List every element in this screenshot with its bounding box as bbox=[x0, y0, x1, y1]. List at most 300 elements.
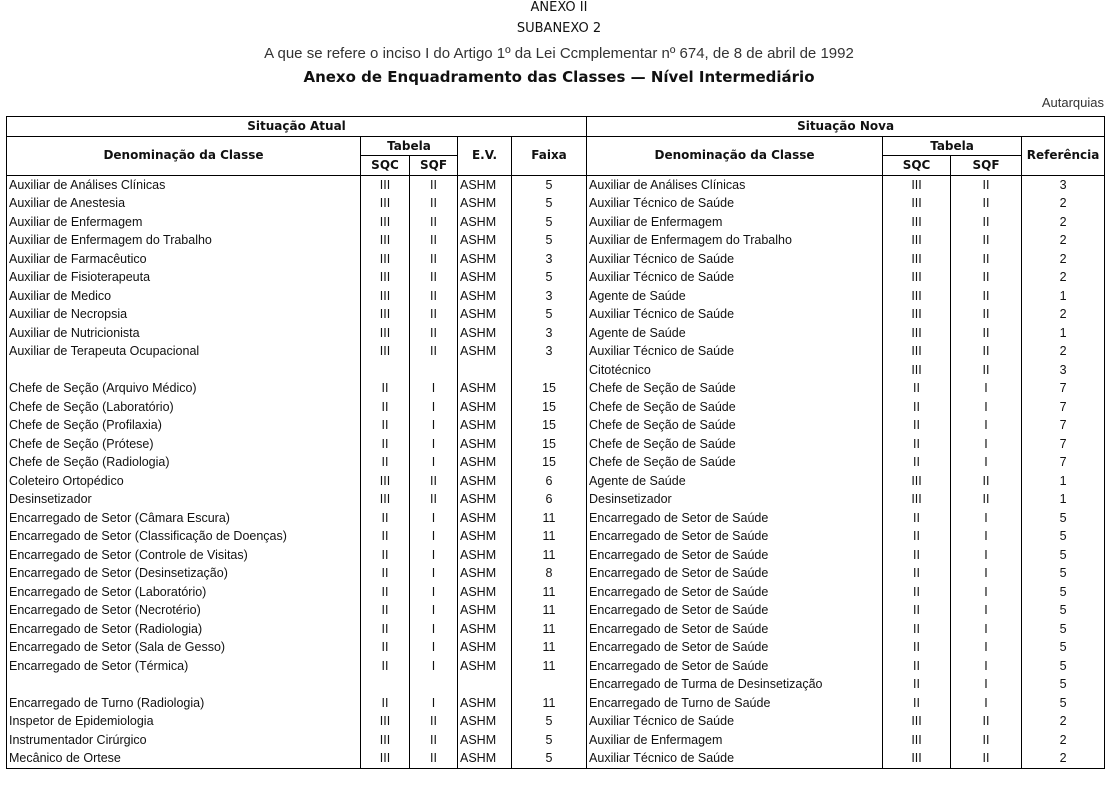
faixa-cell: 5 bbox=[512, 712, 587, 731]
referencia-cell: 5 bbox=[1022, 564, 1105, 583]
ev-cell: ASHM bbox=[458, 435, 512, 454]
document-title: Anexo de Enquadramento das Classes — Nível Intermediário bbox=[303, 68, 815, 86]
table-row bbox=[7, 620, 1105, 639]
nova-sqc-cell: III bbox=[883, 731, 951, 750]
nova-sqf-cell: II bbox=[951, 472, 1022, 491]
atual-sqf-cell: I bbox=[410, 564, 458, 583]
nova-sqc-cell: III bbox=[883, 472, 951, 491]
atual-denominacao-cell: Chefe de Seção (Radiologia) bbox=[7, 453, 361, 472]
atual-denominacao-cell: Auxiliar de Nutricionista bbox=[7, 324, 361, 343]
atual-denominacao-cell: Encarregado de Setor (Térmica) bbox=[7, 657, 361, 676]
atual-denominacao-cell: Auxiliar de Anestesia bbox=[7, 194, 361, 213]
atual-sqc-cell: II bbox=[361, 694, 410, 713]
table-row bbox=[7, 305, 1105, 324]
atual-sqf-cell bbox=[410, 361, 458, 380]
atual-sqf-cell: II bbox=[410, 287, 458, 306]
nova-denominacao-cell: Agente de Saúde bbox=[587, 287, 883, 306]
nova-sqc-cell: II bbox=[883, 509, 951, 528]
nova-sqc-cell: II bbox=[883, 675, 951, 694]
faixa-cell: 11 bbox=[512, 527, 587, 546]
ev-cell: ASHM bbox=[458, 749, 512, 768]
subannex-title: SUBANEXO 2 bbox=[516, 21, 602, 36]
faixa-cell: 15 bbox=[512, 453, 587, 472]
situacao-nova-header: Situação Nova bbox=[587, 117, 1105, 137]
column-header-row bbox=[7, 136, 1105, 156]
nova-sqf-cell: I bbox=[951, 675, 1022, 694]
atual-sqc-cell: III bbox=[361, 712, 410, 731]
table-row bbox=[7, 546, 1105, 565]
atual-denominacao-cell: Desinsetizador bbox=[7, 490, 361, 509]
table-row bbox=[7, 213, 1105, 232]
faixa-cell: 5 bbox=[512, 731, 587, 750]
referencia-cell: 5 bbox=[1022, 675, 1105, 694]
atual-denominacao-cell: Inspetor de Epidemiologia bbox=[7, 712, 361, 731]
nova-denominacao-cell: Desinsetizador bbox=[587, 490, 883, 509]
nova-sqf-cell: II bbox=[951, 194, 1022, 213]
faixa-cell: 5 bbox=[512, 268, 587, 287]
nova-denominacao-cell: Auxiliar de Enfermagem bbox=[587, 731, 883, 750]
nova-sqf-cell: II bbox=[951, 342, 1022, 361]
nova-sqc-cell: II bbox=[883, 527, 951, 546]
nova-sqf-cell: I bbox=[951, 379, 1022, 398]
atual-sqf-cell: II bbox=[410, 250, 458, 269]
faixa-cell: 5 bbox=[512, 213, 587, 232]
table-row bbox=[7, 175, 1105, 194]
nova-denominacao-cell: Chefe de Seção de Saúde bbox=[587, 379, 883, 398]
atual-sqf-cell: I bbox=[410, 509, 458, 528]
ev-cell: ASHM bbox=[458, 712, 512, 731]
nova-sqf-cell: II bbox=[951, 361, 1022, 380]
table-row bbox=[7, 231, 1105, 250]
nova-denominacao-cell: Chefe de Seção de Saúde bbox=[587, 398, 883, 417]
nova-sqf-cell: I bbox=[951, 509, 1022, 528]
atual-denominacao-header: Denominação da Classe bbox=[7, 136, 361, 175]
nova-denominacao-cell: Auxiliar Técnico de Saúde bbox=[587, 268, 883, 287]
nova-sqc-cell: II bbox=[883, 564, 951, 583]
nova-sqf-cell: I bbox=[951, 694, 1022, 713]
atual-sqf-cell: I bbox=[410, 620, 458, 639]
atual-sqf-cell: II bbox=[410, 490, 458, 509]
atual-denominacao-cell: Auxiliar de Necropsia bbox=[7, 305, 361, 324]
ev-cell: ASHM bbox=[458, 175, 512, 194]
faixa-cell: 15 bbox=[512, 398, 587, 417]
nova-sqf-cell: I bbox=[951, 435, 1022, 454]
referencia-cell: 7 bbox=[1022, 379, 1105, 398]
nova-sqf-cell: I bbox=[951, 416, 1022, 435]
nova-sqc-cell: II bbox=[883, 638, 951, 657]
faixa-cell: 15 bbox=[512, 379, 587, 398]
nova-sqc-cell: II bbox=[883, 398, 951, 417]
atual-denominacao-cell: Chefe de Seção (Profilaxia) bbox=[7, 416, 361, 435]
atual-denominacao-cell: Encarregado de Turno (Radiologia) bbox=[7, 694, 361, 713]
nova-sqc-cell: III bbox=[883, 250, 951, 269]
ev-cell: ASHM bbox=[458, 657, 512, 676]
table-row bbox=[7, 287, 1105, 306]
table-row bbox=[7, 194, 1105, 213]
table-row bbox=[7, 416, 1105, 435]
table-row bbox=[7, 527, 1105, 546]
nova-denominacao-cell: Auxiliar de Enfermagem do Trabalho bbox=[587, 231, 883, 250]
referencia-cell: 7 bbox=[1022, 435, 1105, 454]
atual-sqf-cell: I bbox=[410, 416, 458, 435]
atual-denominacao-cell: Encarregado de Setor (Radiologia) bbox=[7, 620, 361, 639]
faixa-cell: 11 bbox=[512, 694, 587, 713]
ev-cell: ASHM bbox=[458, 324, 512, 343]
faixa-cell bbox=[512, 361, 587, 380]
faixa-cell: 6 bbox=[512, 490, 587, 509]
faixa-cell bbox=[512, 675, 587, 694]
atual-denominacao-cell: Coleteiro Ortopédico bbox=[7, 472, 361, 491]
nova-denominacao-cell: Agente de Saúde bbox=[587, 472, 883, 491]
ev-cell: ASHM bbox=[458, 453, 512, 472]
atual-sqf-cell: II bbox=[410, 324, 458, 343]
nova-sqf-cell: II bbox=[951, 324, 1022, 343]
faixa-cell: 6 bbox=[512, 472, 587, 491]
nova-sqc-cell: III bbox=[883, 194, 951, 213]
nova-sqf-cell: II bbox=[951, 305, 1022, 324]
nova-denominacao-cell: Auxiliar Técnico de Saúde bbox=[587, 194, 883, 213]
referencia-cell: 5 bbox=[1022, 620, 1105, 639]
nova-denominacao-cell: Encarregado de Setor de Saúde bbox=[587, 583, 883, 602]
nova-sqc-cell: III bbox=[883, 749, 951, 768]
faixa-cell: 3 bbox=[512, 324, 587, 343]
nova-denominacao-cell: Agente de Saúde bbox=[587, 324, 883, 343]
table-row bbox=[7, 435, 1105, 454]
atual-denominacao-cell: Instrumentador Cirúrgico bbox=[7, 731, 361, 750]
nova-sqc-cell: III bbox=[883, 490, 951, 509]
ev-cell: ASHM bbox=[458, 379, 512, 398]
nova-sqc-cell: II bbox=[883, 416, 951, 435]
faixa-cell: 11 bbox=[512, 657, 587, 676]
table-row bbox=[7, 361, 1105, 380]
nova-sqc-cell: III bbox=[883, 712, 951, 731]
nova-sqc-cell: II bbox=[883, 546, 951, 565]
atual-sqf-cell: I bbox=[410, 638, 458, 657]
table-row bbox=[7, 268, 1105, 287]
nova-sqf-cell: I bbox=[951, 564, 1022, 583]
ev-cell: ASHM bbox=[458, 231, 512, 250]
atual-denominacao-cell bbox=[7, 675, 361, 694]
nova-sqf-cell: II bbox=[951, 268, 1022, 287]
atual-sqf-cell: II bbox=[410, 749, 458, 768]
atual-sqc-cell: III bbox=[361, 472, 410, 491]
nova-sqf-cell: I bbox=[951, 546, 1022, 565]
table-row bbox=[7, 694, 1105, 713]
situacao-atual-header: Situação Atual bbox=[7, 117, 587, 137]
nova-denominacao-cell: Auxiliar Técnico de Saúde bbox=[587, 305, 883, 324]
referencia-cell: 7 bbox=[1022, 453, 1105, 472]
nova-sqc-cell: II bbox=[883, 620, 951, 639]
referencia-cell: 5 bbox=[1022, 601, 1105, 620]
atual-sqf-cell: I bbox=[410, 527, 458, 546]
nova-sqc-header: SQC bbox=[883, 156, 951, 176]
faixa-cell: 5 bbox=[512, 231, 587, 250]
ev-cell: ASHM bbox=[458, 398, 512, 417]
atual-sqf-cell: II bbox=[410, 342, 458, 361]
ev-cell: ASHM bbox=[458, 194, 512, 213]
atual-sqc-cell: III bbox=[361, 342, 410, 361]
nova-denominacao-cell: Chefe de Seção de Saúde bbox=[587, 416, 883, 435]
ev-cell: ASHM bbox=[458, 546, 512, 565]
nova-denominacao-cell: Encarregado de Setor de Saúde bbox=[587, 546, 883, 565]
referencia-cell: 5 bbox=[1022, 638, 1105, 657]
atual-sqc-cell: III bbox=[361, 175, 410, 194]
table-row bbox=[7, 490, 1105, 509]
referencia-cell: 5 bbox=[1022, 583, 1105, 602]
nova-sqf-cell: I bbox=[951, 527, 1022, 546]
atual-sqc-cell: III bbox=[361, 213, 410, 232]
faixa-cell: 5 bbox=[512, 194, 587, 213]
atual-sqc-cell: III bbox=[361, 305, 410, 324]
table-row bbox=[7, 453, 1105, 472]
faixa-cell: 11 bbox=[512, 583, 587, 602]
referencia-cell: 1 bbox=[1022, 287, 1105, 306]
atual-denominacao-cell: Chefe de Seção (Arquivo Médico) bbox=[7, 379, 361, 398]
nova-sqf-cell: II bbox=[951, 250, 1022, 269]
nova-denominacao-cell: Encarregado de Turma de Desinsetização bbox=[587, 675, 883, 694]
referencia-cell: 5 bbox=[1022, 546, 1105, 565]
referencia-cell: 5 bbox=[1022, 509, 1105, 528]
referencia-cell: 2 bbox=[1022, 305, 1105, 324]
nova-sqf-cell: II bbox=[951, 287, 1022, 306]
table-row bbox=[7, 731, 1105, 750]
ev-cell: ASHM bbox=[458, 416, 512, 435]
atual-denominacao-cell: Auxiliar de Enfermagem bbox=[7, 213, 361, 232]
faixa-cell: 5 bbox=[512, 749, 587, 768]
atual-sqc-cell: III bbox=[361, 324, 410, 343]
faixa-cell: 5 bbox=[512, 305, 587, 324]
atual-sqc-cell: III bbox=[361, 731, 410, 750]
nova-denominacao-header: Denominação da Classe bbox=[587, 136, 883, 175]
ev-cell: ASHM bbox=[458, 287, 512, 306]
atual-sqc-cell: III bbox=[361, 749, 410, 768]
faixa-cell: 11 bbox=[512, 509, 587, 528]
atual-denominacao-cell: Encarregado de Setor (Controle de Visitas) bbox=[7, 546, 361, 565]
table-row bbox=[7, 583, 1105, 602]
faixa-header: Faixa bbox=[512, 136, 587, 175]
nova-denominacao-cell: Encarregado de Setor de Saúde bbox=[587, 638, 883, 657]
faixa-cell: 3 bbox=[512, 342, 587, 361]
ev-cell: ASHM bbox=[458, 527, 512, 546]
atual-denominacao-cell: Auxiliar de Enfermagem do Trabalho bbox=[7, 231, 361, 250]
nova-sqc-cell: II bbox=[883, 694, 951, 713]
atual-sqc-cell: II bbox=[361, 379, 410, 398]
table-row bbox=[7, 324, 1105, 343]
table-row bbox=[7, 472, 1105, 491]
nova-sqf-cell: II bbox=[951, 231, 1022, 250]
referencia-cell: 2 bbox=[1022, 342, 1105, 361]
nova-sqc-cell: III bbox=[883, 305, 951, 324]
nova-sqc-cell: III bbox=[883, 361, 951, 380]
referencia-cell: 1 bbox=[1022, 472, 1105, 491]
referencia-cell: 7 bbox=[1022, 398, 1105, 417]
ev-cell bbox=[458, 675, 512, 694]
nova-sqf-cell: I bbox=[951, 638, 1022, 657]
faixa-cell: 11 bbox=[512, 601, 587, 620]
atual-sqc-cell: II bbox=[361, 583, 410, 602]
faixa-cell: 15 bbox=[512, 435, 587, 454]
atual-denominacao-cell: Auxiliar de Medico bbox=[7, 287, 361, 306]
faixa-cell: 15 bbox=[512, 416, 587, 435]
atual-sqf-cell: II bbox=[410, 731, 458, 750]
nova-sqf-cell: I bbox=[951, 398, 1022, 417]
nova-sqf-cell: II bbox=[951, 749, 1022, 768]
ev-cell: ASHM bbox=[458, 694, 512, 713]
atual-sqf-cell: I bbox=[410, 583, 458, 602]
atual-sqf-cell: II bbox=[410, 213, 458, 232]
atual-sqf-cell: II bbox=[410, 472, 458, 491]
faixa-cell: 11 bbox=[512, 546, 587, 565]
atual-sqc-cell: III bbox=[361, 250, 410, 269]
faixa-cell: 3 bbox=[512, 287, 587, 306]
referencia-cell: 3 bbox=[1022, 361, 1105, 380]
ev-cell: ASHM bbox=[458, 213, 512, 232]
nova-sqf-cell: II bbox=[951, 731, 1022, 750]
atual-denominacao-cell: Auxiliar de Farmacêutico bbox=[7, 250, 361, 269]
atual-sqf-cell: I bbox=[410, 453, 458, 472]
nova-denominacao-cell: Encarregado de Setor de Saúde bbox=[587, 527, 883, 546]
nova-sqf-cell: I bbox=[951, 601, 1022, 620]
table-row bbox=[7, 638, 1105, 657]
nova-sqc-cell: III bbox=[883, 231, 951, 250]
ev-cell: ASHM bbox=[458, 638, 512, 657]
nova-sqc-cell: II bbox=[883, 583, 951, 602]
atual-denominacao-cell: Encarregado de Setor (Necrotério) bbox=[7, 601, 361, 620]
ev-cell bbox=[458, 361, 512, 380]
table-row bbox=[7, 564, 1105, 583]
atual-sqf-cell: II bbox=[410, 194, 458, 213]
nova-denominacao-cell: Auxiliar Técnico de Saúde bbox=[587, 250, 883, 269]
atual-sqf-cell: I bbox=[410, 435, 458, 454]
nova-denominacao-cell: Encarregado de Setor de Saúde bbox=[587, 657, 883, 676]
table-body bbox=[7, 175, 1105, 768]
table-row bbox=[7, 379, 1105, 398]
nova-sqc-cell: III bbox=[883, 342, 951, 361]
ev-cell: ASHM bbox=[458, 342, 512, 361]
atual-denominacao-cell: Encarregado de Setor (Sala de Gesso) bbox=[7, 638, 361, 657]
scope-label: Autarquias bbox=[1041, 95, 1104, 110]
nova-denominacao-cell: Encarregado de Setor de Saúde bbox=[587, 509, 883, 528]
group-header-row bbox=[7, 117, 1105, 137]
faixa-cell: 11 bbox=[512, 620, 587, 639]
annex-title: ANEXO II bbox=[530, 0, 588, 15]
nova-sqc-cell: III bbox=[883, 324, 951, 343]
ev-cell: ASHM bbox=[458, 490, 512, 509]
nova-denominacao-cell: Auxiliar Técnico de Saúde bbox=[587, 342, 883, 361]
nova-sqc-cell: II bbox=[883, 379, 951, 398]
atual-tabela-header: Tabela bbox=[361, 136, 458, 156]
nova-denominacao-cell: Encarregado de Setor de Saúde bbox=[587, 601, 883, 620]
atual-sqf-cell: I bbox=[410, 694, 458, 713]
ev-cell: ASHM bbox=[458, 268, 512, 287]
faixa-cell: 3 bbox=[512, 250, 587, 269]
nova-sqc-cell: II bbox=[883, 435, 951, 454]
atual-sqc-header: SQC bbox=[361, 156, 410, 176]
atual-sqc-cell: III bbox=[361, 231, 410, 250]
atual-sqc-cell: II bbox=[361, 509, 410, 528]
atual-sqc-cell: II bbox=[361, 546, 410, 565]
atual-sqc-cell: II bbox=[361, 416, 410, 435]
nova-sqc-cell: III bbox=[883, 213, 951, 232]
referencia-cell: 2 bbox=[1022, 749, 1105, 768]
atual-denominacao-cell: Chefe de Seção (Laboratório) bbox=[7, 398, 361, 417]
nova-sqf-cell: I bbox=[951, 583, 1022, 602]
ev-cell: ASHM bbox=[458, 731, 512, 750]
ev-cell: ASHM bbox=[458, 583, 512, 602]
atual-denominacao-cell: Encarregado de Setor (Laboratório) bbox=[7, 583, 361, 602]
atual-sqc-cell: II bbox=[361, 398, 410, 417]
nova-sqc-cell: II bbox=[883, 657, 951, 676]
ev-cell: ASHM bbox=[458, 250, 512, 269]
atual-sqc-cell: III bbox=[361, 490, 410, 509]
ev-cell: ASHM bbox=[458, 620, 512, 639]
referencia-cell: 7 bbox=[1022, 416, 1105, 435]
table-row bbox=[7, 342, 1105, 361]
ev-cell: ASHM bbox=[458, 305, 512, 324]
legal-reference: A que se refere o inciso I do Artigo 1º da Lei Ccmplementar nº 674, de 8 de abril de 1992 bbox=[264, 45, 854, 62]
nova-denominacao-cell: Encarregado de Turno de Saúde bbox=[587, 694, 883, 713]
ev-cell: ASHM bbox=[458, 509, 512, 528]
referencia-cell: 2 bbox=[1022, 213, 1105, 232]
referencia-cell: 2 bbox=[1022, 194, 1105, 213]
nova-denominacao-cell: Auxiliar de Análises Clínicas bbox=[587, 175, 883, 194]
referencia-cell: 1 bbox=[1022, 324, 1105, 343]
nova-denominacao-cell: Auxiliar de Enfermagem bbox=[587, 213, 883, 232]
nova-sqc-cell: III bbox=[883, 287, 951, 306]
atual-sqf-header: SQF bbox=[410, 156, 458, 176]
nova-sqc-cell: III bbox=[883, 268, 951, 287]
atual-sqc-cell: III bbox=[361, 268, 410, 287]
table-row bbox=[7, 657, 1105, 676]
faixa-cell: 8 bbox=[512, 564, 587, 583]
nova-sqc-cell: II bbox=[883, 601, 951, 620]
nova-sqf-cell: II bbox=[951, 712, 1022, 731]
faixa-cell: 5 bbox=[512, 175, 587, 194]
atual-sqc-cell: II bbox=[361, 527, 410, 546]
atual-sqc-cell: III bbox=[361, 287, 410, 306]
referencia-cell: 2 bbox=[1022, 268, 1105, 287]
nova-sqc-cell: II bbox=[883, 453, 951, 472]
nova-sqf-cell: II bbox=[951, 213, 1022, 232]
referencia-cell: 5 bbox=[1022, 694, 1105, 713]
referencia-cell: 1 bbox=[1022, 490, 1105, 509]
referencia-cell: 2 bbox=[1022, 731, 1105, 750]
nova-denominacao-cell: Encarregado de Setor de Saúde bbox=[587, 564, 883, 583]
table-row bbox=[7, 250, 1105, 269]
nova-sqf-cell: I bbox=[951, 453, 1022, 472]
nova-sqc-cell: III bbox=[883, 175, 951, 194]
table-row bbox=[7, 675, 1105, 694]
atual-sqc-cell: II bbox=[361, 564, 410, 583]
nova-sqf-header: SQF bbox=[951, 156, 1022, 176]
atual-sqc-cell: II bbox=[361, 657, 410, 676]
nova-sqf-cell: II bbox=[951, 490, 1022, 509]
atual-denominacao-cell: Auxiliar de Fisioterapeuta bbox=[7, 268, 361, 287]
atual-denominacao-cell: Mecânico de Ortese bbox=[7, 749, 361, 768]
atual-sqf-cell: I bbox=[410, 657, 458, 676]
atual-sqf-cell: II bbox=[410, 231, 458, 250]
atual-denominacao-cell: Auxiliar de Terapeuta Ocupacional bbox=[7, 342, 361, 361]
table-row bbox=[7, 509, 1105, 528]
atual-denominacao-cell: Encarregado de Setor (Classificação de Doenças) bbox=[7, 527, 361, 546]
ev-cell: ASHM bbox=[458, 601, 512, 620]
faixa-cell: 11 bbox=[512, 638, 587, 657]
table-row bbox=[7, 749, 1105, 768]
atual-sqc-cell: II bbox=[361, 638, 410, 657]
atual-sqc-cell bbox=[361, 675, 410, 694]
nova-denominacao-cell: Citotécnico bbox=[587, 361, 883, 380]
atual-sqf-cell: II bbox=[410, 712, 458, 731]
